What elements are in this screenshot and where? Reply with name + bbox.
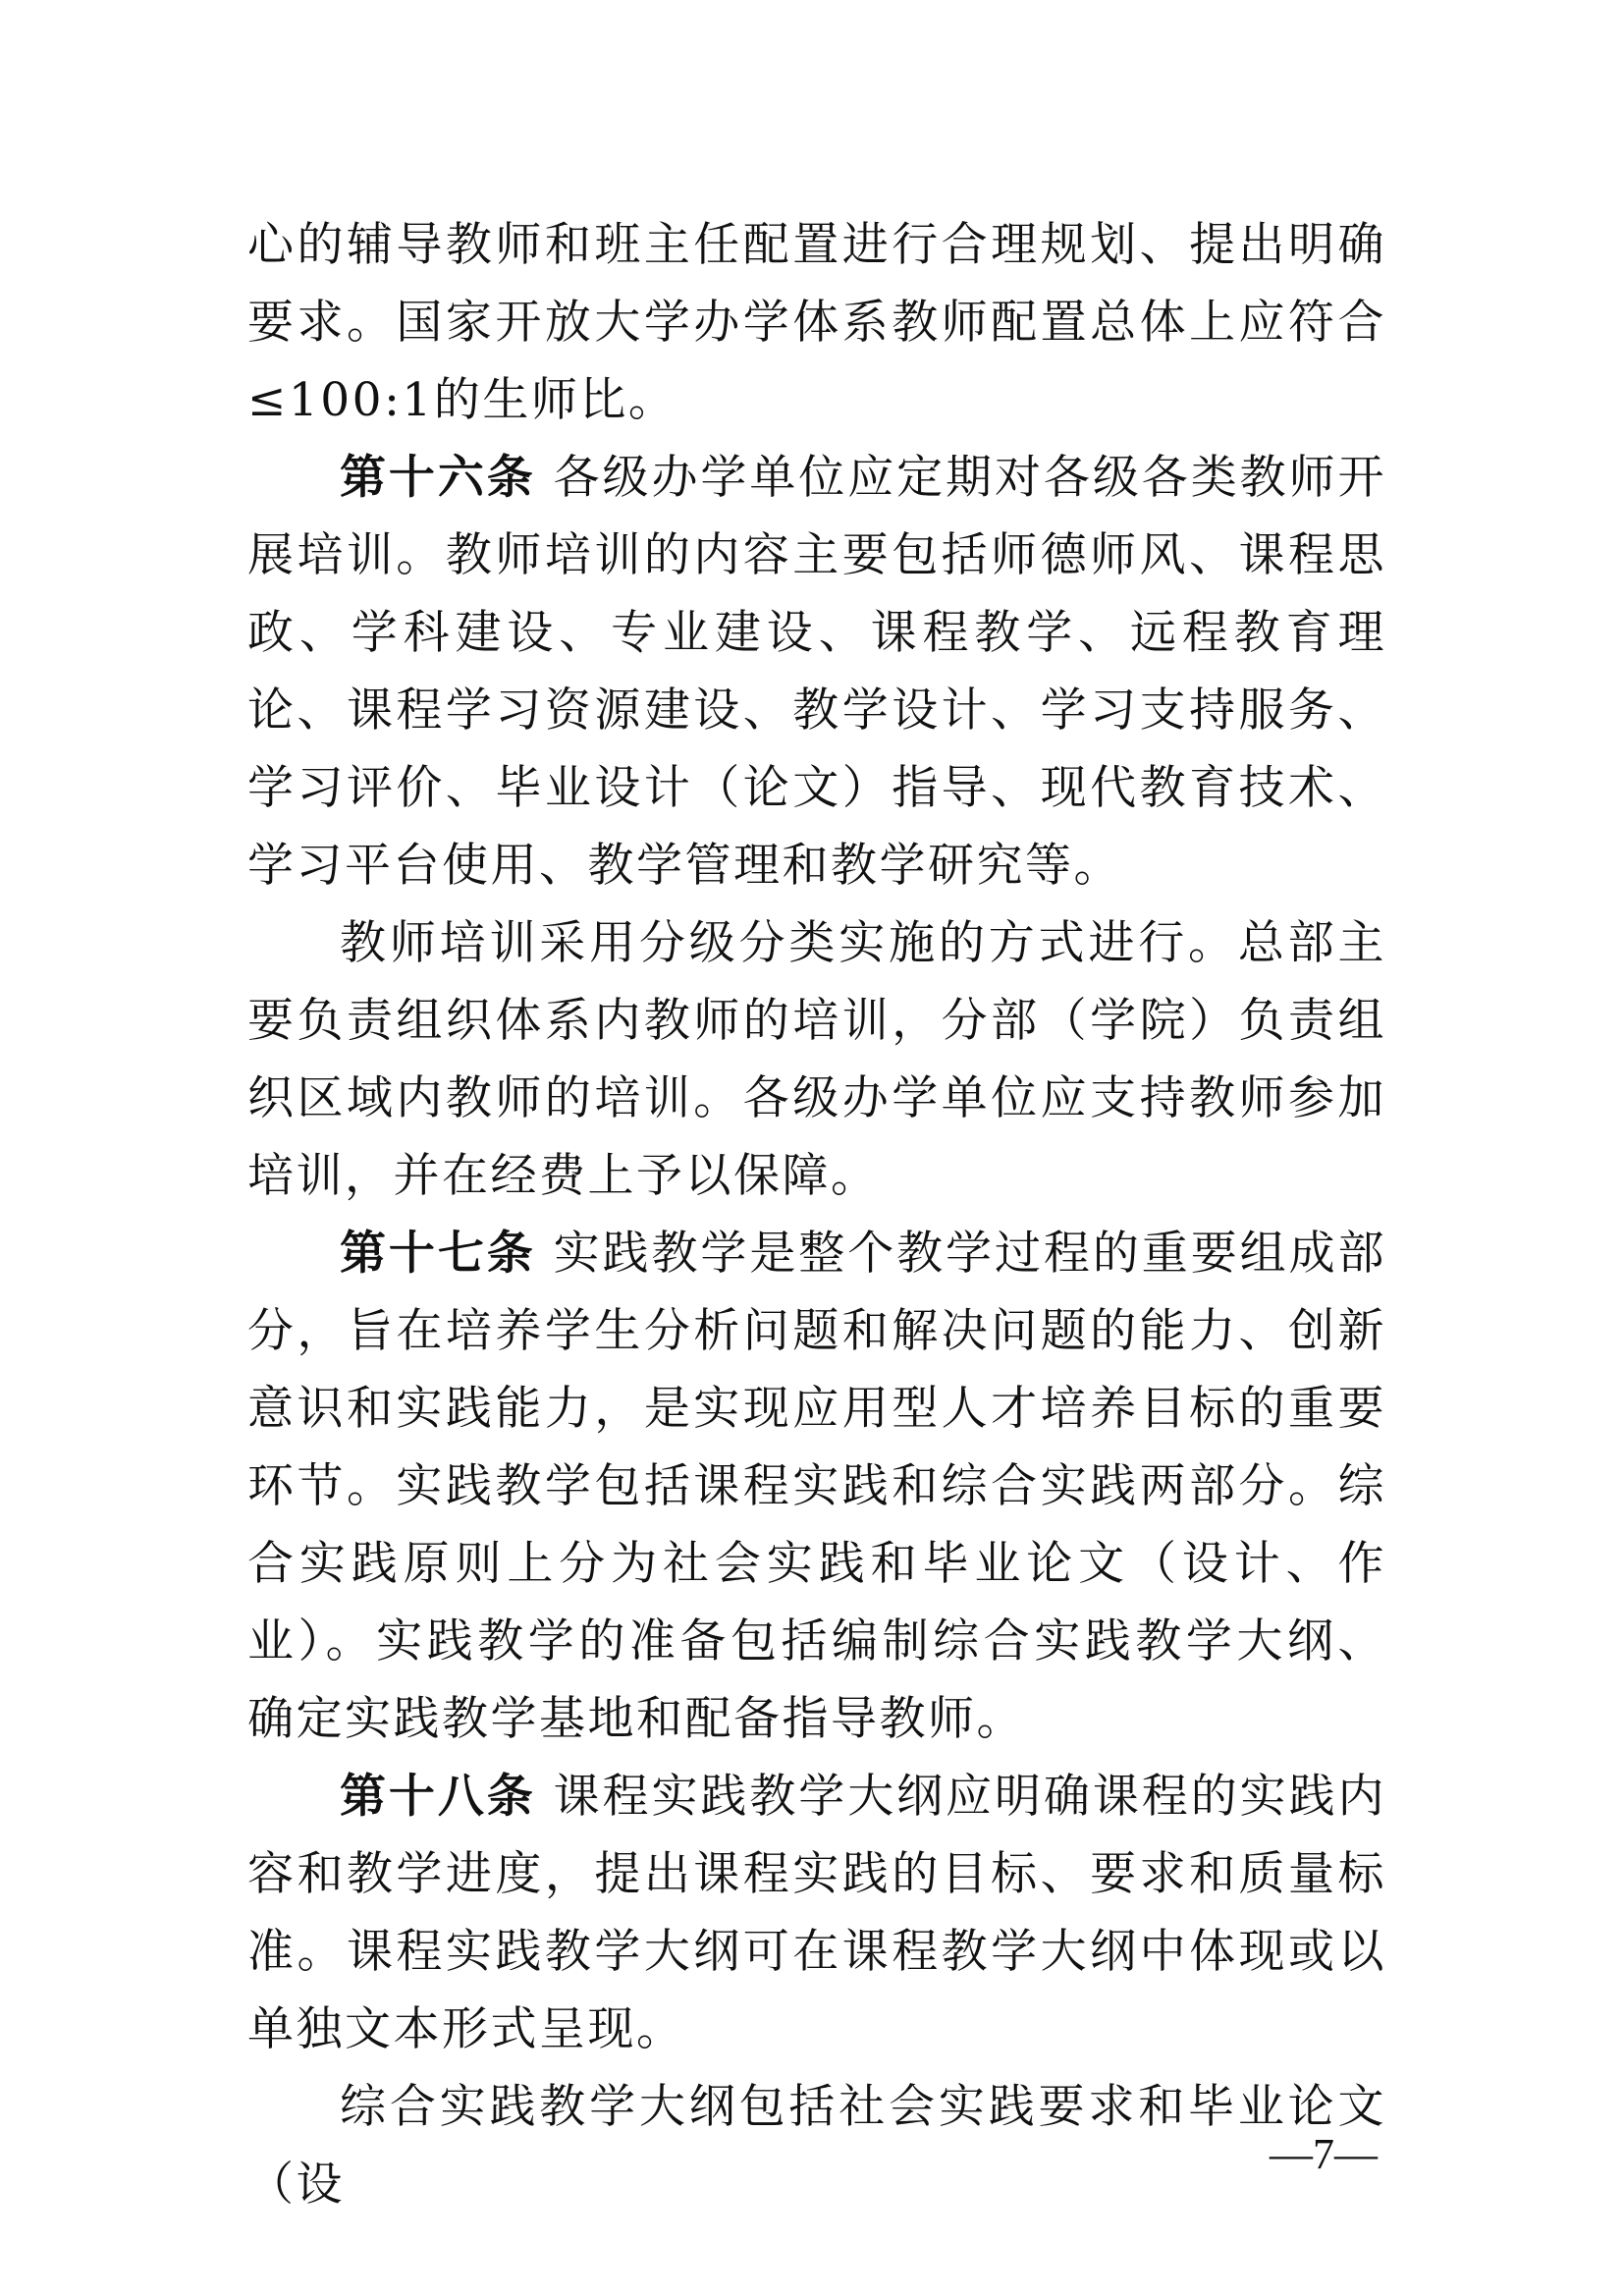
paragraph-text: 实践教学是整个教学过程的重要组成部分，旨在培养学生分析问题和解决问题的能力、创新意识和实践能力，是实现应用型人才培养目标的重要环节。实践教学包括课程实践和综合实践两部分。综合实践原则上分为社会实践和毕业论文（设计、作业）。实践教学的准备包括编制综合实践教学大纲、确定实践教学基地和配备指导教师。 xyxy=(247,1227,1387,1746)
article-heading: 第十八条 xyxy=(340,1770,536,1824)
article-gap xyxy=(536,1227,554,1281)
paragraph-comprehensive-practice xyxy=(247,2068,1386,2223)
paragraph-article-16 xyxy=(247,439,1386,904)
paragraph-text: 心的辅导教师和班主任配置进行合理规划、提出明确要求。国家开放大学办学体系教师配置总体上应符合≤100:1的生师比。 xyxy=(247,218,1386,427)
document-body xyxy=(247,206,1386,2223)
article-heading: 第十六条 xyxy=(340,451,536,505)
article-heading: 第十七条 xyxy=(340,1227,536,1281)
paragraph-continuation xyxy=(247,206,1386,439)
paragraph-article-18 xyxy=(247,1758,1386,2068)
paragraph-text: 课程实践教学大纲应明确课程的实践内容和教学进度，提出课程实践的目标、要求和质量标准。课程实践教学大纲可在课程教学大纲中体现或以单独文本形式呈现。 xyxy=(247,1770,1387,2056)
paragraph-article-17 xyxy=(247,1215,1386,1758)
paragraph-training-method xyxy=(247,904,1386,1215)
paragraph-text: 综合实践教学大纲包括社会实践要求和毕业论文（设 xyxy=(247,2080,1386,2212)
paragraph-text: 教师培训采用分级分类实施的方式进行。总部主要负责组织体系内教师的培训，分部（学院）负责组织区域内教师的培训。各级办学单位应支持教师参加培训，并在经费上予以保障。 xyxy=(247,916,1386,1203)
article-gap xyxy=(536,451,554,505)
article-gap xyxy=(536,1770,554,1824)
paragraph-text: 各级办学单位应定期对各级各类教师开展培训。教师培训的内容主要包括师德师风、课程思政、学科建设、专业建设、课程教学、远程教育理论、课程学习资源建设、教学设计、学习支持服务、学习评价、毕业设计（论文）指导、现代教育技术、学习平台使用、教学管理和教学研究等。 xyxy=(247,451,1387,893)
page-number: —7— xyxy=(1270,2130,1378,2178)
